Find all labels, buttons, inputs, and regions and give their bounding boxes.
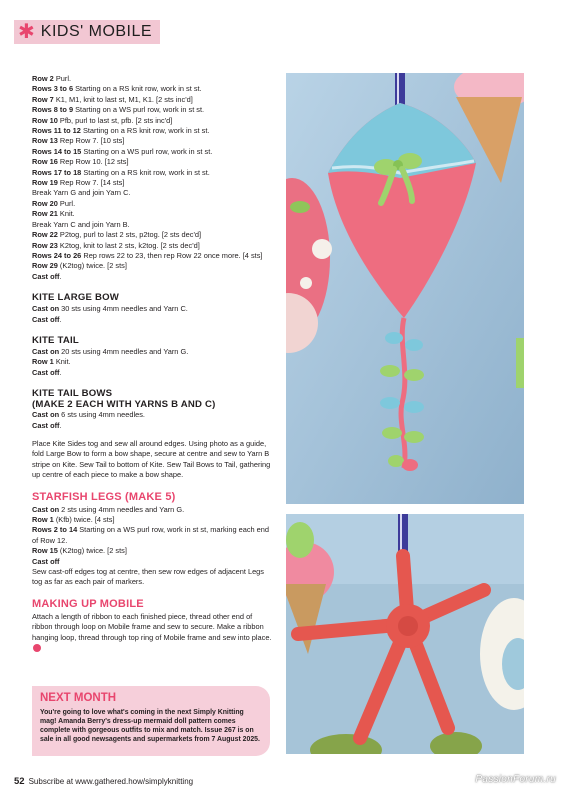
row-text: Starting on a RS knit row, work in st st. xyxy=(81,167,210,177)
row-text: P2tog, purl to last 2 sts, p2tog. [2 sts dec'd] xyxy=(57,230,202,240)
instruction-line xyxy=(32,357,272,367)
row-text: Pfb, purl to last st, pfb. [2 sts inc'd] xyxy=(57,115,173,125)
row-text: Purl. xyxy=(57,198,76,208)
instruction-line xyxy=(32,261,272,271)
instruction-line xyxy=(32,272,272,282)
page-footer xyxy=(14,776,193,787)
kite-photo-illustration xyxy=(286,73,524,504)
row-text: 30 sts using 4mm needles and Yarn C. xyxy=(59,304,188,314)
subscribe-link[interactable]: Subscribe at www.gathered.how/simplyknitting xyxy=(28,777,194,786)
instruction-line xyxy=(32,525,272,546)
instruction-line xyxy=(32,147,272,157)
making-up-text-body: Attach a length of ribbon to each finished piece, thread other end of ribbon through loop on Mobile frame and sew to secure. Make a ribbon hanging loop, thread through top ring of Mobile frame and sew into place. xyxy=(32,611,272,642)
row-label: Cast on xyxy=(32,410,60,420)
row-label: Rows 3 to 6 xyxy=(32,84,74,94)
row-label: Cast off xyxy=(32,367,60,377)
instruction-line xyxy=(32,315,272,325)
instruction-line xyxy=(32,168,272,178)
row-text: . xyxy=(59,420,62,430)
end-bullet-icon xyxy=(33,644,41,652)
row-label: Cast off xyxy=(32,314,60,324)
row-label: Rows 24 to 26 xyxy=(32,250,82,260)
asterisk-icon: ✱ xyxy=(18,21,35,43)
watermark: PassionForum.ru xyxy=(475,774,556,785)
row-text: Rep Row 10. [12 sts] xyxy=(57,157,129,167)
row-label: Rows 8 to 9 xyxy=(32,105,74,115)
row-label: Row 16 xyxy=(32,157,58,167)
instruction-line xyxy=(32,241,272,251)
making-up-text xyxy=(32,612,272,654)
row-label: Row 21 xyxy=(32,209,58,219)
instruction-line xyxy=(32,188,272,198)
instruction-line xyxy=(32,251,272,261)
row-label: Cast off xyxy=(32,556,60,566)
row-label: Cast on xyxy=(32,504,60,514)
row-label: Rows 11 to 12 xyxy=(32,126,81,136)
starfish-legs-title: STARFISH LEGS (MAKE 5) xyxy=(32,490,176,503)
kite-large-bow-instructions xyxy=(32,304,272,325)
row-text: 6 sts using 4mm needles. xyxy=(59,410,145,420)
row-text: K1, M1, knit to last st, M1, K1. [2 sts inc'd] xyxy=(53,94,193,104)
row-label: Rows 17 to 18 xyxy=(32,167,82,177)
instruction-line xyxy=(32,126,272,136)
row-text: Starting on a RS knit row, work in st st. xyxy=(80,126,210,136)
instruction-line xyxy=(32,421,272,431)
row-label: Row 22 xyxy=(32,230,58,240)
kite-photo xyxy=(286,73,524,504)
next-month-box xyxy=(32,686,270,756)
row-text: Rep Row 7. [14 sts] xyxy=(57,178,125,188)
row-label: Row 15 xyxy=(32,546,58,556)
row-label: Row 19 xyxy=(32,178,58,188)
instruction-line xyxy=(32,557,272,567)
starfish-legs-instructions xyxy=(32,505,272,567)
row-label: Row 23 xyxy=(32,240,58,250)
row-text: Starting on a RS knit row, work in st st. xyxy=(73,84,202,94)
instruction-line xyxy=(32,347,272,357)
section-header xyxy=(14,20,160,44)
kite-tail-bows-title xyxy=(32,388,272,410)
row-text: (Kfb) twice. [4 sts] xyxy=(53,515,115,524)
instruction-line xyxy=(32,515,272,525)
row-label: Cast off xyxy=(32,271,60,281)
instruction-line xyxy=(32,136,272,146)
header-bar xyxy=(14,20,160,44)
instruction-line xyxy=(32,74,272,84)
starfish-photo xyxy=(286,514,524,754)
kite-making-text: Place Kite Sides tog and sew all around edges. Using photo as a guide, fold Large Bow to form a bow shape, secure at centre and sew to Yarn B stripe on Kite. Sew Tail to bottom of Kite. Sew Tail Bows to Tail, gathering up centre of each piece to make a bow shape. xyxy=(32,438,271,480)
kite-tail-bows-title-line2: (MAKE 2 EACH WITH YARNS B AND C) xyxy=(32,399,216,411)
row-text: Knit. xyxy=(57,209,75,219)
instruction-line xyxy=(32,178,272,188)
row-label: Row 1 xyxy=(32,515,54,524)
instruction-line xyxy=(32,95,272,105)
row-label: Cast off xyxy=(32,420,60,430)
row-text: (K2tog) twice. [2 sts] xyxy=(57,261,127,271)
instruction-line xyxy=(32,116,272,126)
row-label: Row 2 xyxy=(32,74,54,83)
starfish-photo-illustration xyxy=(286,514,524,754)
row-text: Starting on a WS purl row, work in st st. xyxy=(73,105,205,115)
instruction-line xyxy=(32,368,272,378)
row-label: Cast on xyxy=(32,304,60,314)
instruction-line xyxy=(32,105,272,115)
instruction-line xyxy=(32,84,272,94)
kite-tail-bows-instructions xyxy=(32,410,272,431)
row-text: (K2tog) twice. [2 sts] xyxy=(57,546,127,556)
row-text: . xyxy=(59,271,62,281)
row-label: Row 1 xyxy=(32,357,54,367)
row-text: . xyxy=(59,314,62,324)
row-text: . xyxy=(59,367,62,377)
row-label: Row 10 xyxy=(32,115,58,125)
row-label: Rows 14 to 15 xyxy=(32,146,82,156)
kite-tail-bows-title-line1: KITE TAIL BOWS xyxy=(32,388,113,400)
row-text: Purl. xyxy=(53,74,72,83)
row-label: Row 13 xyxy=(32,136,58,146)
kite-tail-title: KITE TAIL xyxy=(32,334,79,346)
instruction-line xyxy=(32,304,272,314)
kite-large-bow-title: KITE LARGE BOW xyxy=(32,292,120,304)
row-text: Rep Row 7. [10 sts] xyxy=(57,136,125,146)
making-up-title: MAKING UP MOBILE xyxy=(32,597,144,610)
instruction-line xyxy=(32,505,272,515)
instruction-line xyxy=(32,410,272,420)
page-number: 52 xyxy=(14,776,25,787)
instruction-line xyxy=(32,199,272,209)
instruction-line xyxy=(32,209,272,219)
row-label: Row 20 xyxy=(32,198,58,208)
row-text: Rep rows 22 to 23, then rep Row 22 once more. [4 sts] xyxy=(81,250,263,260)
row-text: 20 sts using 4mm needles and Yarn G. xyxy=(59,346,189,356)
pattern-column xyxy=(32,74,272,653)
next-month-text: You're going to love what's coming in the next Simply Knitting mag! Amanda Berry's dress-up mermaid doll pattern comes complete with gorgeous outfits to mix and match. Issue 267 is on sale in all good newsagents and supermarkets from 7 August 2025. xyxy=(40,709,260,743)
row-label: Rows 2 to 14 xyxy=(32,525,78,535)
row-label: Row 29 xyxy=(32,261,58,271)
row-label: Cast on xyxy=(32,346,60,356)
kite-instructions xyxy=(32,74,272,282)
row-text: K2tog, knit to last 2 sts, k2tog. [2 sts dec'd] xyxy=(57,240,200,250)
instruction-line xyxy=(32,220,272,230)
page-title: KIDS' MOBILE xyxy=(40,23,153,40)
row-text: Starting on a WS purl row, work in st st. xyxy=(81,146,213,156)
next-month-title: NEXT MONTH xyxy=(40,692,117,704)
row-text: Starting on a WS purl row, work in st st, marking each end of Row 12. xyxy=(32,525,270,545)
row-text: 2 sts using 4mm needles and Yarn G. xyxy=(59,504,185,514)
instruction-line xyxy=(32,230,272,240)
row-text: Break Yarn C and join Yarn B. xyxy=(32,219,130,229)
row-text: Break Yarn G and join Yarn C. xyxy=(32,188,131,198)
row-label: Row 7 xyxy=(32,94,54,104)
instruction-line xyxy=(32,157,272,167)
kite-tail-instructions xyxy=(32,347,272,378)
row-text: Knit. xyxy=(53,357,71,367)
instruction-line xyxy=(32,546,272,556)
starfish-finish-text: Sew cast-off edges tog at centre, then sew row edges of adjacent Legs tog as far as each pair of markers. xyxy=(32,567,264,587)
